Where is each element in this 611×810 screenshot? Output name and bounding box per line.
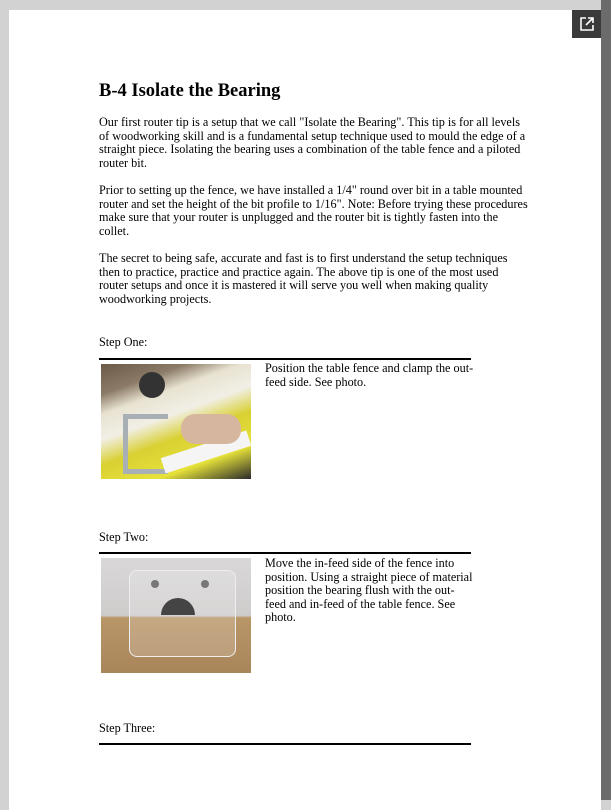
popout-button[interactable] xyxy=(572,10,601,38)
step-three-label: Step Three: xyxy=(99,721,156,735)
divider xyxy=(99,552,471,554)
step-two-text: Move the in-feed side of the fence into position. Using a straight piece of material position the bearing flush with the out-feed and in-feed of the table fence. See photo. xyxy=(265,556,473,625)
document-title: B-4 Isolate the Bearing xyxy=(99,81,281,101)
step-one-label: Step One: xyxy=(99,335,148,349)
paragraph-secret: The secret to being safe, accurate and fast is to first understand the setup techniques then to practice, practice and practice again. The above tip is one of the most used router setups and once it is mastered it will serve you well when making quality woodworking projects. xyxy=(99,251,508,306)
step-one-photo xyxy=(101,364,251,479)
paragraph-setup: Prior to setting up the fence, we have installed a 1/4" round over bit in a table mounted router and set the height of the bit profile to 1/16". Note: Before trying these procedures make sure that your router is unplugged and the router bit is tightly fasten into the collet. xyxy=(99,183,528,238)
scrollbar[interactable] xyxy=(601,0,611,800)
step-two-photo xyxy=(101,558,251,673)
divider xyxy=(99,743,471,745)
step-two-label: Step Two: xyxy=(99,530,149,544)
open-in-new-window-icon xyxy=(579,16,595,32)
step-one-text: Position the table fence and clamp the out-feed side. See photo. xyxy=(265,361,474,389)
paragraph-intro: Our first router tip is a setup that we call "Isolate the Bearing". This tip is for all levels of woodworking skill and is a fundamental setup technique used to mould the edge of a straight piece. Isolating the bearing uses a combination of the table fence and a piloted router bit. xyxy=(99,115,526,170)
divider xyxy=(99,358,471,360)
